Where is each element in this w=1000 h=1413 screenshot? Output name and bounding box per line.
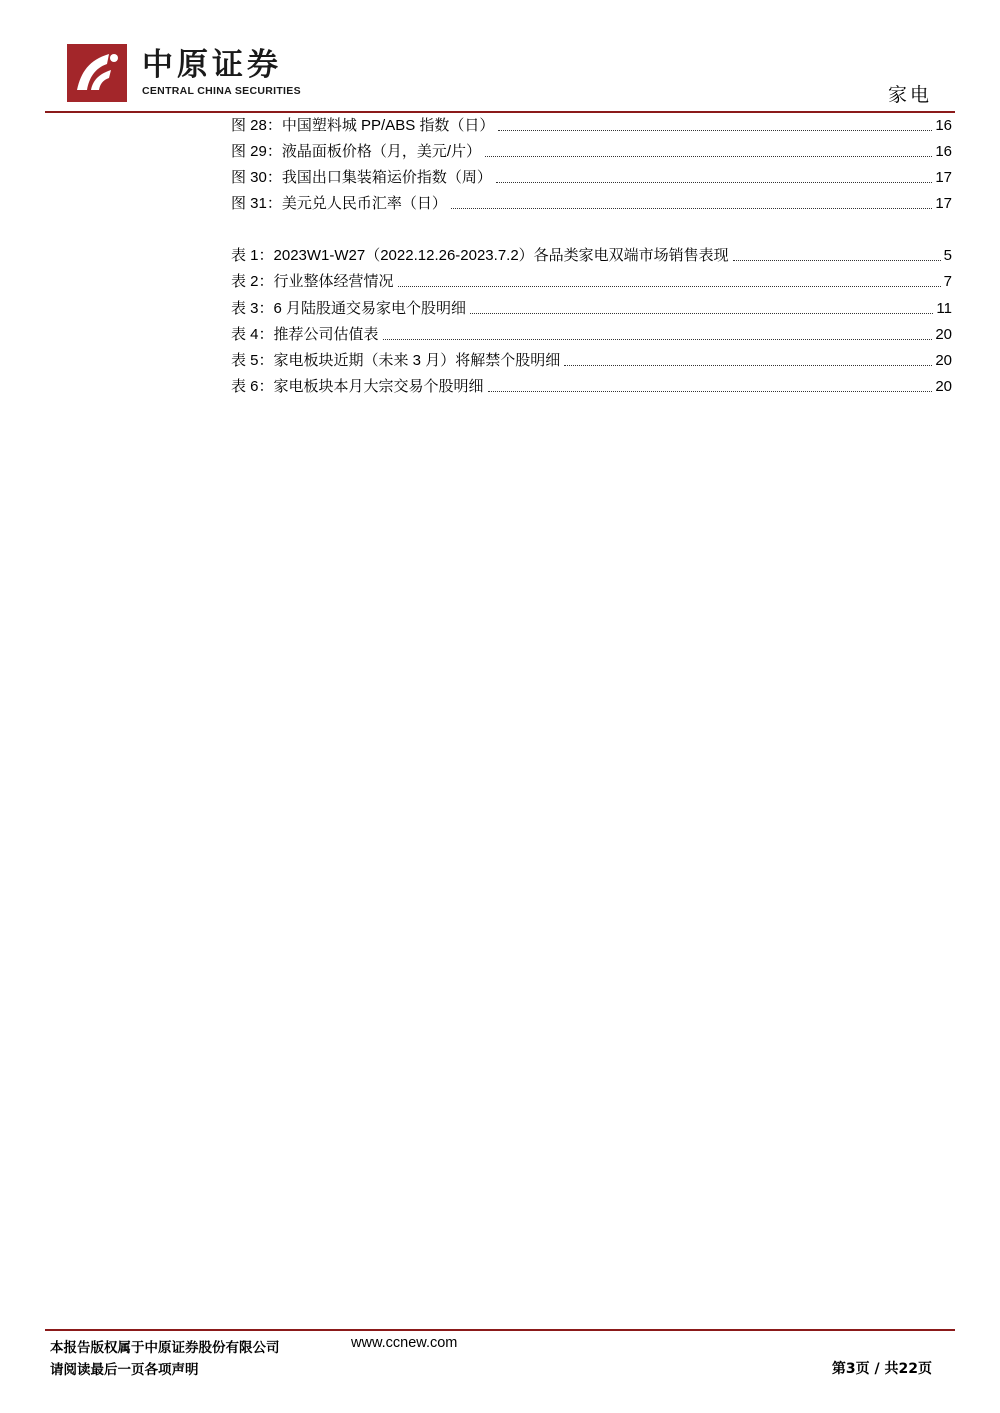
toc-entry-label: 图 28：中国塑料城 PP/ABS 指数（日） bbox=[231, 117, 495, 134]
toc-leader-dots bbox=[451, 207, 932, 209]
toc-leader-dots bbox=[398, 285, 941, 287]
toc-entry-page: 20 bbox=[935, 378, 952, 395]
footer-copyright: 本报告版权属于中原证券股份有限公司 bbox=[50, 1340, 280, 1356]
toc-entry-label: 表 3：6 月陆股通交易家电个股明细 bbox=[231, 300, 467, 317]
footer-website-link[interactable]: www.ccnew.com bbox=[351, 1335, 458, 1351]
logo-chinese-name: 中原证券 bbox=[142, 47, 282, 83]
toc-entry[interactable] bbox=[231, 141, 952, 163]
toc-leader-dots bbox=[485, 155, 932, 157]
toc-entry-page: 16 bbox=[935, 143, 952, 160]
toc-entry-label: 表 1：2023W1-W27（2022.12.26-2023.7.2）各品类家电双端市场销售表现 bbox=[231, 247, 729, 264]
toc-entry-page: 11 bbox=[936, 300, 952, 317]
toc-entry-label: 图 31：美元兑人民币汇率（日） bbox=[231, 195, 447, 212]
toc-entry-page: 5 bbox=[943, 247, 952, 264]
toc-entry-page: 20 bbox=[935, 326, 952, 343]
toc-entry-page: 17 bbox=[935, 169, 952, 186]
toc-entry[interactable] bbox=[231, 298, 952, 320]
toc-entry-label: 表 6：家电板块本月大宗交易个股明细 bbox=[231, 378, 484, 395]
toc-leader-dots bbox=[498, 129, 932, 131]
toc-entry[interactable] bbox=[231, 193, 952, 215]
toc-entry-label: 表 4：推荐公司估值表 bbox=[231, 326, 379, 343]
toc-leader-dots bbox=[496, 181, 932, 183]
toc-leader-dots bbox=[383, 338, 933, 340]
page-header bbox=[0, 0, 1000, 112]
toc-entry[interactable] bbox=[231, 271, 952, 293]
logo-english-name: CENTRAL CHINA SECURITIES bbox=[142, 85, 301, 97]
toc-leader-dots bbox=[564, 364, 932, 366]
toc-entry[interactable] bbox=[231, 115, 952, 137]
footer-disclaimer-notice: 请阅读最后一页各项声明 bbox=[50, 1362, 199, 1378]
toc-leader-dots bbox=[470, 312, 933, 314]
toc-entry-label: 图 30：我国出口集装箱运价指数（周） bbox=[231, 169, 492, 186]
toc-entry-label: 图 29：液晶面板价格（月，美元/片） bbox=[231, 143, 482, 160]
footer-divider bbox=[45, 1329, 955, 1331]
toc-entry-label: 表 2：行业整体经营情况 bbox=[231, 273, 394, 290]
toc-entry-page: 20 bbox=[935, 352, 952, 369]
header-divider bbox=[45, 111, 955, 113]
toc-leader-dots bbox=[488, 390, 933, 392]
toc-entry-page: 17 bbox=[935, 195, 952, 212]
industry-label: 家电 bbox=[887, 84, 932, 106]
toc-entry-page: 16 bbox=[935, 117, 952, 134]
toc-entry[interactable] bbox=[231, 350, 952, 372]
toc-entry[interactable] bbox=[231, 376, 952, 398]
toc-entry-label: 表 5：家电板块近期（未来 3 月）将解禁个股明细 bbox=[231, 352, 561, 369]
toc-entry[interactable] bbox=[231, 245, 952, 267]
toc-entry[interactable] bbox=[231, 324, 952, 346]
page-number: 第3页 / 共22页 bbox=[831, 1361, 932, 1377]
toc-entry-page: 7 bbox=[943, 273, 952, 290]
company-logo-icon bbox=[67, 44, 127, 102]
toc-leader-dots bbox=[733, 259, 941, 261]
toc-entry[interactable] bbox=[231, 167, 952, 189]
